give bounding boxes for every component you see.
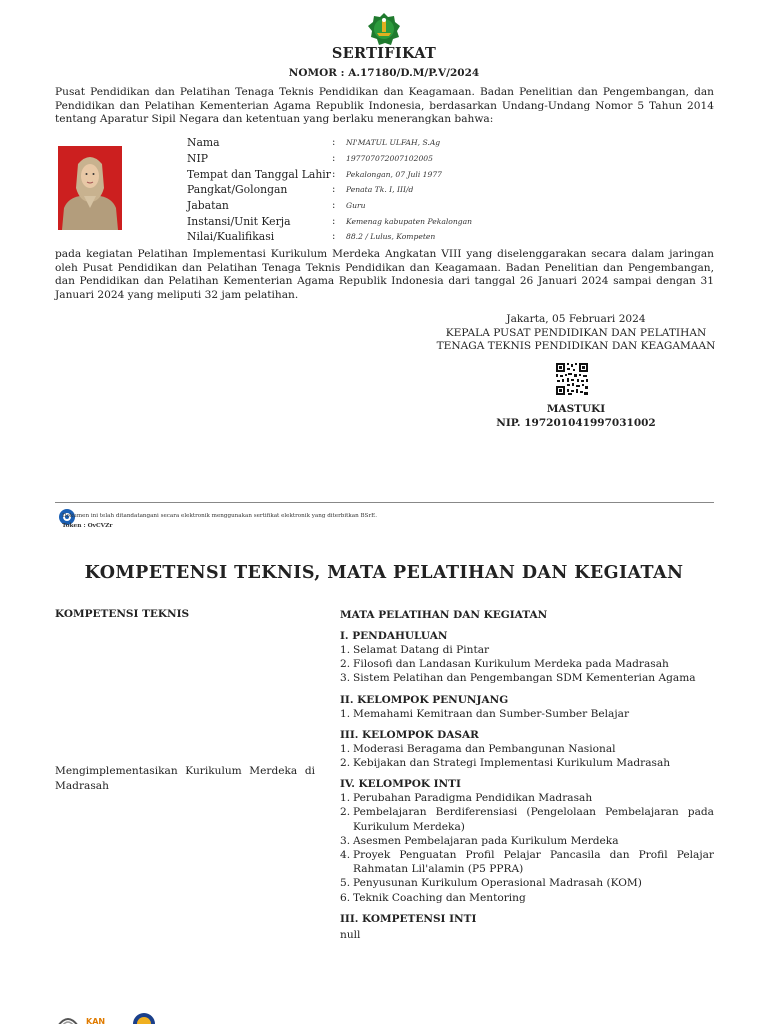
page-divider	[55, 502, 714, 503]
list-item	[340, 756, 714, 770]
competency-column-header: KOMPETENSI TEKNIS	[55, 608, 190, 620]
field-row-pangkat	[187, 182, 517, 198]
list-item	[340, 848, 714, 876]
field-value: Pekalongan, 07 Juli 1977	[346, 169, 442, 179]
section-empty-value: null	[340, 928, 361, 941]
esign-note: Dokumen ini telah ditandatangani secara elektronik menggunakan sertifikat elektronik yang diterbitkan BSrE.	[62, 513, 377, 519]
section-title: IV. KELOMPOK INTI	[340, 778, 461, 791]
field-value: NI'MATUL ULFAH, S.Ag	[346, 138, 441, 148]
field-row-nip	[187, 151, 517, 167]
list-item	[340, 742, 714, 756]
list-item-number: 1.	[340, 707, 351, 720]
competency-description: Mengimplementasikan Kurikulum Merdeka di Madrasah	[55, 765, 315, 792]
field-colon: :	[332, 231, 336, 243]
section-list	[340, 742, 714, 770]
list-item	[340, 707, 714, 721]
footer-seal-icon	[132, 1012, 156, 1024]
participant-photo	[58, 146, 122, 230]
field-colon: :	[332, 168, 336, 180]
list-item	[340, 643, 714, 657]
signer-block	[430, 403, 722, 430]
list-item	[340, 891, 714, 905]
field-row-ttl	[187, 166, 517, 182]
field-label: NIP	[187, 152, 208, 166]
body-paragraph: pada kegiatan Pelatihan Implementasi Kurikulum Merdeka Angkatan VIII yang diselenggarakan secara dalam jaringan oleh Pusat Pendidikan dan Pelatihan Tenaga Teknis Pendidikan dan Keagamaan. Badan Penelitian dan Pengembangan, dan Pendidikan dan Pelatihan Kementerian Agama Republik Indonesia dari tanggal 26 Januari 2024 sampai dengan 31 Januari 2024 yang meliputi 32 jam pelatihan.	[55, 248, 714, 301]
intro-paragraph: Pusat Pendidikan dan Pelatihan Tenaga Teknis Pendidikan dan Keagamaan. Badan Penelitian dan Pengembangan, dan Pendidikan dan Pelatihan Kementerian Agama Republik Indonesia, berdasarkan Undang-Undang Nomor 5 Tahun 2014 tentang Aparatur Sipil Negara dan ketentuan yang berlaku menerangkan bahwa:	[55, 86, 714, 126]
section-list	[340, 643, 714, 686]
list-item-number: 2.	[340, 757, 351, 770]
section-title: I. PENDAHULUAN	[340, 630, 448, 642]
field-label: Jabatan	[187, 199, 229, 213]
signer-name: MASTUKI	[546, 403, 606, 415]
list-item-number: 5.	[340, 877, 351, 890]
competency-title: KOMPETENSI TEKNIS, MATA PELATIHAN DAN KEGIATAN	[84, 563, 684, 583]
field-colon: :	[332, 215, 336, 227]
training-subjects	[340, 608, 714, 942]
footer-emblem-icon	[56, 1014, 80, 1024]
field-label: Pangkat/Golongan	[187, 183, 288, 197]
signer-nip: NIP. 197201041997031002	[496, 416, 656, 429]
section-list	[340, 707, 714, 721]
list-item-text: Teknik Coaching dan Mentoring	[353, 891, 526, 904]
field-value: Guru	[346, 201, 366, 211]
subjects-column-header: MATA PELATIHAN DAN KEGIATAN	[340, 609, 548, 621]
section-title: III. KELOMPOK DASAR	[340, 728, 479, 741]
footer-brand-text: KAN	[86, 1017, 106, 1024]
field-label: Nama	[187, 136, 220, 150]
certificate-number: NOMOR : A.17180/D.M/P.V/2024	[288, 67, 480, 79]
list-item-text: Sistem Pelatihan dan Pengembangan SDM Kementerian Agama	[353, 672, 696, 685]
list-item-text: Moderasi Beragama dan Pembangunan Nasional	[353, 742, 616, 755]
field-colon: :	[332, 153, 336, 165]
list-item-number: 1.	[340, 644, 351, 656]
list-item-text: Perubahan Paradigma Pendidikan Madrasah	[353, 792, 593, 805]
list-item	[340, 671, 714, 685]
list-item-text: Pembelajaran Berdiferensiasi (Pengelolaan Pembelajaran pada Kurikulum Merdeka)	[353, 806, 714, 833]
field-value: 88.2 / Lulus, Kompeten	[346, 232, 436, 242]
esign-token: Token : OvCVZr	[62, 523, 113, 529]
list-item-text: Kebijakan dan Strategi Implementasi Kurikulum Madrasah	[353, 757, 671, 770]
field-label: Tempat dan Tanggal Lahir	[187, 167, 331, 181]
list-item-number: 6.	[340, 891, 351, 904]
section-list	[340, 791, 714, 905]
list-item-text: Memahami Kemitraan dan Sumber-Sumber Belajar	[353, 707, 630, 720]
list-item-number: 3.	[340, 834, 351, 847]
section-title: II. KELOMPOK PENUNJANG	[340, 693, 509, 706]
list-item	[340, 657, 714, 671]
list-item-number: 1.	[340, 742, 351, 755]
kemenag-logo	[367, 12, 401, 46]
signature-place-date: Jakarta, 05 Februari 2024	[506, 313, 646, 325]
participant-details	[187, 135, 517, 245]
signature-position-line2: TENAGA TEKNIS PENDIDIKAN DAN KEAGAMAAN	[436, 340, 716, 352]
list-item	[340, 834, 714, 848]
signature-position-line1: KEPALA PUSAT PENDIDIKAN DAN PELATIHAN	[445, 326, 707, 339]
section-title: III. KOMPETENSI INTI	[340, 912, 477, 925]
list-item-number: 2.	[340, 658, 351, 671]
field-colon: :	[332, 184, 336, 196]
field-label: Nilai/Kualifikasi	[187, 230, 275, 244]
field-colon: :	[332, 137, 336, 149]
list-item-number: 1.	[340, 792, 351, 805]
list-item-text: Filosofi dan Landasan Kurikulum Merdeka pada Madrasah	[353, 658, 669, 671]
list-item-text: Proyek Penguatan Profil Pelajar Pancasila dan Profil Pelajar Rahmatan Lil'alamin (P5 PPRA)	[353, 849, 714, 876]
field-colon: :	[332, 200, 336, 212]
certificate-title: SERTIFIKAT	[331, 45, 437, 62]
field-label: Instansi/Unit Kerja	[187, 214, 291, 228]
list-item-number: 3.	[340, 672, 351, 685]
list-item-number: 4.	[340, 849, 351, 862]
field-row-nilai	[187, 229, 517, 245]
list-item	[340, 876, 714, 890]
list-item-number: 2.	[340, 806, 351, 819]
qr-code-icon	[555, 362, 589, 396]
field-value: Penata Tk. I, III/d	[346, 185, 414, 195]
list-item	[340, 805, 714, 833]
field-value: 197707072007102005	[346, 154, 433, 164]
list-item-text: Penyusunan Kurikulum Operasional Madrasah (KOM)	[353, 877, 642, 890]
list-item	[340, 791, 714, 805]
field-row-jabatan	[187, 198, 517, 214]
list-item-text: Selamat Datang di Pintar	[353, 644, 490, 656]
list-item-text: Asesmen Pembelajaran pada Kurikulum Merdeka	[353, 834, 619, 847]
signature-block	[430, 313, 722, 354]
field-row-nama	[187, 135, 517, 151]
field-value: Kemenag kabupaten Pekalongan	[346, 216, 473, 226]
field-row-instansi	[187, 213, 517, 229]
